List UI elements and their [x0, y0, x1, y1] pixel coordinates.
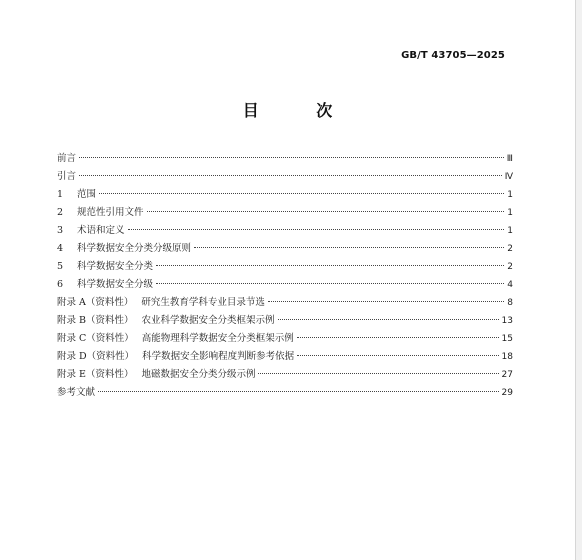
dot-leader [194, 247, 504, 248]
dot-leader [98, 391, 499, 392]
toc-entry-page: 1 [507, 226, 513, 236]
toc-entry-label [57, 168, 76, 186]
toc-entry-label [57, 186, 96, 204]
toc-entry-page: 15 [501, 334, 513, 344]
toc-entry-title: 科学数据安全分级 [77, 279, 154, 290]
toc-entry-title: 规范性引用文件 [77, 207, 144, 218]
toc-entry-title: 参考文献 [57, 387, 96, 398]
toc-entry-scope[interactable] [57, 186, 513, 204]
toc-entry-page: 27 [501, 370, 513, 380]
dot-leader [297, 355, 498, 356]
toc-entry-number: 附录 E（资料性） [57, 369, 134, 380]
toc-entry-page: 2 [507, 262, 513, 272]
toc-entry-page: 1 [507, 208, 513, 218]
toc-entry-introduction[interactable] [57, 168, 513, 186]
toc-entry-label [57, 366, 255, 384]
toc-entry-number: 4 [57, 243, 64, 254]
dot-leader [99, 193, 504, 194]
toc-entry-label [57, 294, 265, 312]
toc-entry-classification-principles[interactable] [57, 240, 513, 258]
toc-entry-data-grading[interactable] [57, 276, 513, 294]
toc-entry-appendix-b[interactable] [57, 312, 513, 330]
dot-leader [79, 175, 502, 176]
toc-entry-number: 附录 C（资料性） [57, 333, 134, 344]
toc-entry-number: 3 [57, 225, 64, 236]
toc-entry-page: 13 [501, 316, 513, 326]
toc-entry-label [57, 276, 153, 294]
toc-entry-label [57, 204, 144, 222]
toc-entry-label [57, 150, 76, 168]
toc-entry-number: 2 [57, 207, 64, 218]
toc-entry-label [57, 222, 125, 240]
toc-entry-number: 附录 A（资料性） [57, 297, 134, 308]
dot-leader [79, 157, 504, 158]
toc-entry-title: 农业科学数据安全分类框架示例 [141, 315, 275, 326]
toc-entry-page: 1 [507, 190, 513, 200]
standard-number: GB/T 43705—2025 [401, 50, 505, 61]
toc-entry-label [57, 330, 294, 348]
toc-entry-number: 附录 B（资料性） [57, 315, 134, 326]
toc-entry-bibliography[interactable] [57, 384, 513, 402]
toc-entry-data-classification[interactable] [57, 258, 513, 276]
toc-entry-page: 29 [501, 388, 513, 398]
dot-leader [297, 337, 499, 338]
toc-entry-number: 6 [57, 279, 64, 290]
toc-entry-title: 高能物理科学数据安全分类框架示例 [141, 333, 294, 344]
toc-entry-terms-definitions[interactable] [57, 222, 513, 240]
toc-entry-number: 1 [57, 189, 64, 200]
toc-entry-page: Ⅳ [504, 172, 513, 182]
toc-entry-page: 8 [507, 298, 513, 308]
dot-leader [147, 211, 505, 212]
toc-entry-title: 科学数据安全分类分级原则 [77, 243, 192, 254]
dot-leader [156, 265, 504, 266]
toc-entry-title: 地磁数据安全分类分级示例 [141, 369, 256, 380]
table-of-contents [57, 150, 513, 402]
toc-entry-number: 5 [57, 261, 64, 272]
page-gutter [576, 0, 582, 560]
toc-entry-label [57, 384, 95, 402]
toc-entry-title: 研究生教育学科专业目录节选 [141, 297, 265, 308]
dot-leader [268, 301, 504, 302]
toc-title: 目 次 [242, 101, 359, 120]
dot-leader [156, 283, 504, 284]
toc-entry-label [57, 258, 153, 276]
toc-entry-title: 范围 [77, 189, 97, 200]
toc-entry-foreword[interactable] [57, 150, 513, 168]
toc-entry-appendix-e[interactable] [57, 366, 513, 384]
toc-entry-number: 附录 D（资料性） [57, 351, 135, 362]
toc-entry-label [57, 312, 275, 330]
toc-entry-page: Ⅲ [506, 154, 513, 164]
toc-entry-appendix-a[interactable] [57, 294, 513, 312]
toc-entry-title: 引言 [57, 171, 77, 182]
toc-entry-title: 前言 [57, 153, 77, 164]
dot-leader [128, 229, 505, 230]
dot-leader [258, 373, 498, 374]
toc-entry-appendix-d[interactable] [57, 348, 513, 366]
toc-entry-label [57, 348, 294, 366]
toc-entry-label [57, 240, 191, 258]
toc-entry-page: 18 [501, 352, 513, 362]
toc-entry-appendix-c[interactable] [57, 330, 513, 348]
toc-entry-page: 2 [507, 244, 513, 254]
toc-entry-page: 4 [507, 280, 513, 290]
toc-entry-title: 科学数据安全影响程度判断参考依据 [142, 351, 295, 362]
toc-entry-title: 术语和定义 [77, 225, 125, 236]
dot-leader [278, 319, 499, 320]
toc-entry-title: 科学数据安全分类 [77, 261, 154, 272]
toc-entry-normative-references[interactable] [57, 204, 513, 222]
